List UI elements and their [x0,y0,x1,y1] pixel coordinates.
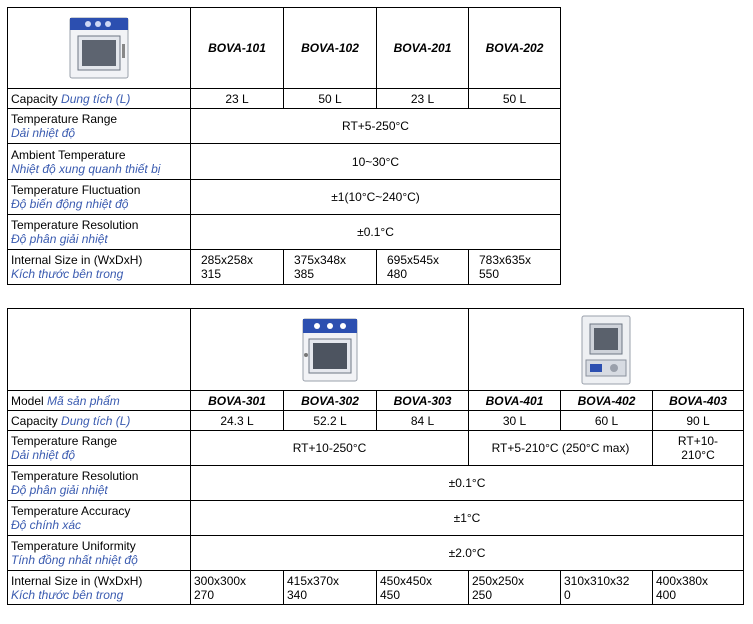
row-label-ambient: Ambient Temperature Nhiệt độ xung quanh thiết bị [8,144,191,180]
capacity-cell: 50 L [284,89,377,109]
oven-image-icon [295,315,365,385]
temp-range-value: RT+5-250°C [191,109,561,144]
size-cell: 310x310x32 0 [561,571,653,605]
row-label-model: Model Mã sản phẩm [8,391,191,411]
oven-image-icon [578,314,634,386]
model-header-202: BOVA-202 [469,8,561,89]
temp-range-value: RT+5-210°C (250°C max) [469,431,653,466]
empty-header-cell [8,309,191,391]
size-cell: 695x545x 480 [377,250,469,285]
model-header-102: BOVA-102 [284,8,377,89]
row-label-uniformity: Temperature Uniformity Tính đồng nhất nhiệt độ [8,536,191,571]
capacity-cell: 24.3 L [191,411,284,431]
row-label-temp-range: Temperature Range Dải nhiệt độ [8,109,191,144]
size-cell: 783x635x 550 [469,250,561,285]
capacity-cell: 30 L [469,411,561,431]
size-cell: 400x380x 400 [653,571,744,605]
row-label-capacity: Capacity Dung tích (L) [8,89,191,109]
resolution-value: ±0.1°C [191,215,561,250]
size-cell: 300x300x 270 [191,571,284,605]
size-cell: 375x348x 385 [284,250,377,285]
row-label-capacity: Capacity Dung tích (L) [8,411,191,431]
temp-range-value: RT+10-250°C [191,431,469,466]
ambient-value: 10~30°C [191,144,561,180]
capacity-cell: 90 L [653,411,744,431]
capacity-cell: 23 L [191,89,284,109]
row-label-resolution: Temperature Resolution Độ phân giải nhiệt [8,215,191,250]
row-label-fluctuation: Temperature Fluctuation Độ biến động nhiệt độ [8,180,191,215]
model-header-101: BOVA-101 [191,8,284,89]
spec-table-2 [7,308,744,605]
product-image-cell [8,8,191,89]
model-header-301: BOVA-301 [191,391,284,411]
capacity-cell: 23 L [377,89,469,109]
size-cell: 415x370x 340 [284,571,377,605]
capacity-cell: 84 L [377,411,469,431]
capacity-cell: 50 L [469,89,561,109]
row-label-temp-range: Temperature Range Dải nhiệt độ [8,431,191,466]
resolution-value: ±0.1°C [191,466,744,501]
capacity-cell: 52.2 L [284,411,377,431]
row-label-internal-size: Internal Size in (WxDxH) Kích thước bên trong [8,250,191,285]
row-label-resolution: Temperature Resolution Độ phân giải nhiệt [8,466,191,501]
capacity-cell: 60 L [561,411,653,431]
product-image-cell [191,309,469,391]
size-cell: 450x450x 450 [377,571,469,605]
size-cell: 285x258x 315 [191,250,284,285]
uniformity-value: ±2.0°C [191,536,744,571]
temp-range-value: RT+10- 210°C [653,431,744,466]
fluctuation-value: ±1(10°C~240°C) [191,180,561,215]
model-header-403: BOVA-403 [653,391,744,411]
accuracy-value: ±1°C [191,501,744,536]
row-label-internal-size: Internal Size in (WxDxH) Kích thước bên trong [8,571,191,605]
size-cell: 250x250x 250 [469,571,561,605]
model-header-302: BOVA-302 [284,391,377,411]
oven-image-icon [64,14,134,82]
model-header-201: BOVA-201 [377,8,469,89]
model-header-303: BOVA-303 [377,391,469,411]
spec-table-1 [7,7,561,285]
product-image-cell [469,309,744,391]
model-header-402: BOVA-402 [561,391,653,411]
model-header-401: BOVA-401 [469,391,561,411]
row-label-accuracy: Temperature Accuracy Độ chính xác [8,501,191,536]
